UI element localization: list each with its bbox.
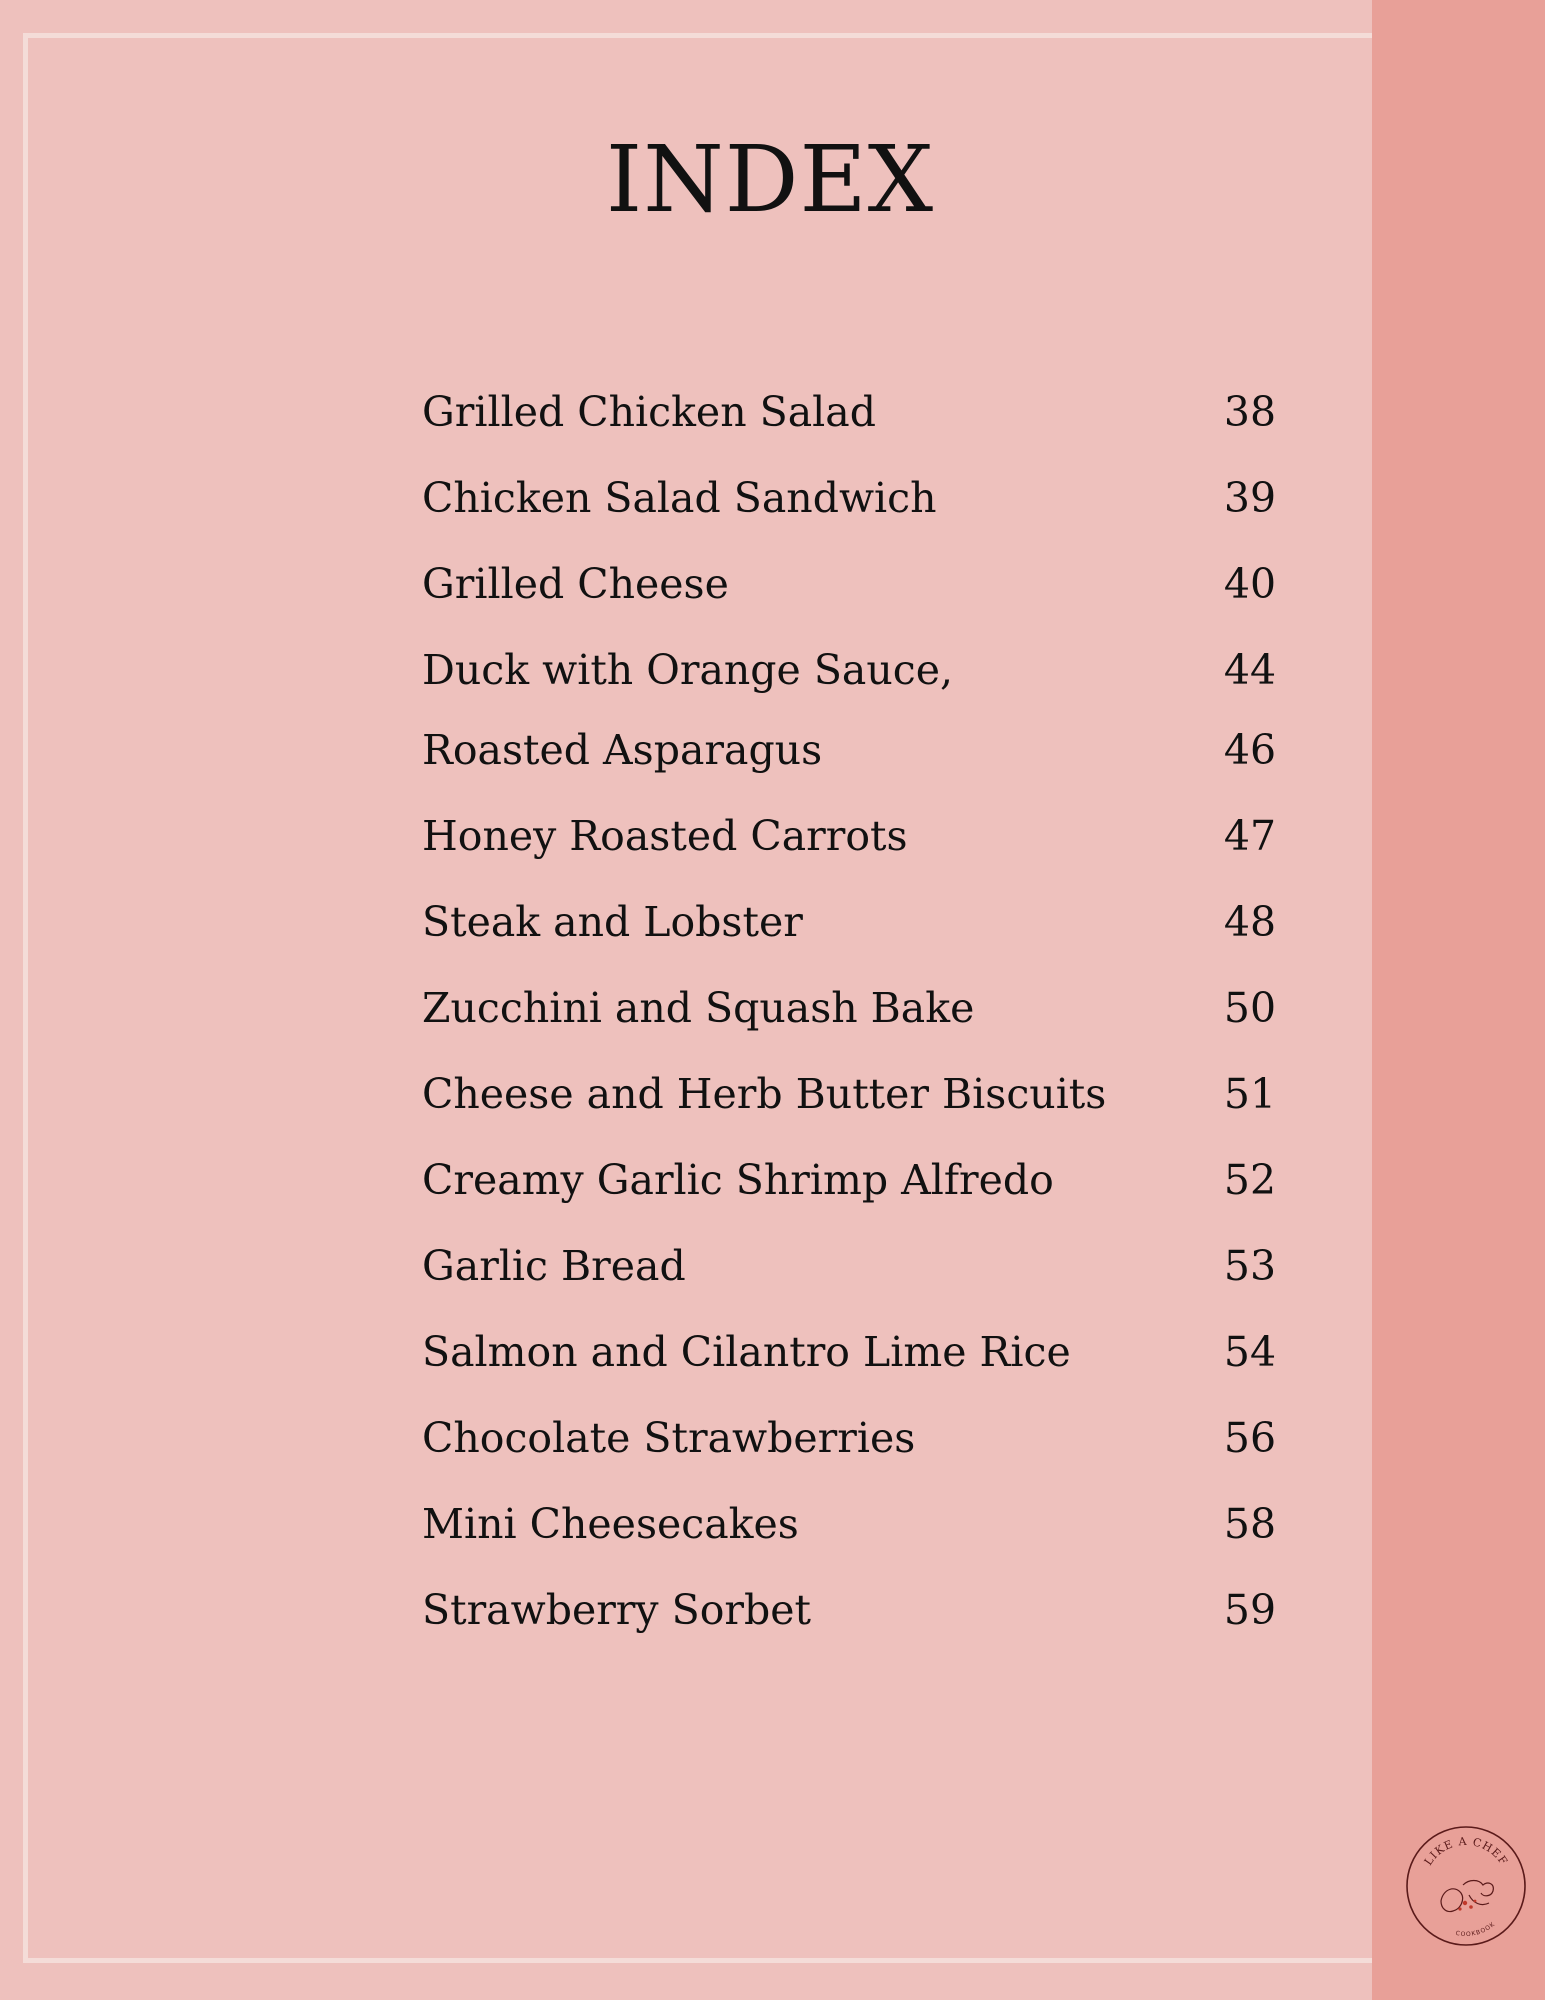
index-entry [420, 1152, 1320, 1238]
entry-page: 47 [1223, 812, 1277, 860]
index-entry [420, 1496, 1320, 1582]
entry-name: Chocolate Strawberries [422, 1414, 916, 1462]
index-entry [420, 1410, 1320, 1496]
entry-name: Garlic Bread [422, 1242, 686, 1290]
entry-page: 58 [1223, 1500, 1277, 1548]
index-entry [420, 642, 1320, 722]
index-entry [420, 980, 1320, 1066]
entry-page: 38 [1223, 388, 1277, 436]
entry-name: Roasted Asparagus [422, 726, 823, 774]
index-entry [420, 556, 1320, 642]
chef-logo-icon [1403, 1823, 1529, 1949]
index-entry [420, 722, 1320, 808]
entry-name: Mini Cheesecakes [422, 1500, 799, 1548]
entry-name: Zucchini and Squash Bake [422, 984, 975, 1032]
side-band [1372, 0, 1545, 2000]
entry-name: Creamy Garlic Shrimp Alfredo [422, 1156, 1054, 1204]
entry-name: Strawberry Sorbet [422, 1586, 811, 1634]
index-entry [420, 1066, 1320, 1152]
page-title: INDEX [605, 126, 935, 233]
entry-page: 46 [1223, 726, 1277, 774]
index-list [420, 384, 1320, 1668]
entry-page: 53 [1223, 1242, 1277, 1290]
entry-page: 39 [1223, 474, 1277, 522]
logo-bottom-text: COOKBOOK [1454, 1920, 1497, 1939]
entry-page: 56 [1223, 1414, 1277, 1462]
svg-text:LIKE A CHEF [1422, 1835, 1511, 1868]
svg-text:COOKBOOK [1455, 1921, 1497, 1939]
entry-page: 54 [1223, 1328, 1277, 1376]
entry-name: Grilled Cheese [422, 560, 729, 608]
logo-top-text: LIKE A CHEF [1421, 1834, 1511, 1868]
entry-page: 48 [1223, 898, 1277, 946]
entry-name: Chicken Salad Sandwich [422, 474, 937, 522]
entry-page: 52 [1223, 1156, 1277, 1204]
index-entry [420, 1324, 1320, 1410]
entry-page: 44 [1223, 646, 1277, 694]
entry-name: Grilled Chicken Salad [422, 388, 876, 436]
index-entry [420, 1582, 1320, 1668]
entry-page: 59 [1223, 1586, 1277, 1634]
index-entry [420, 1238, 1320, 1324]
entry-page: 51 [1223, 1070, 1277, 1118]
entry-name: Salmon and Cilantro Lime Rice [422, 1328, 1071, 1376]
index-entry [420, 470, 1320, 556]
entry-page: 50 [1223, 984, 1277, 1032]
entry-name: Steak and Lobster [422, 898, 803, 946]
index-entry [420, 894, 1320, 980]
entry-name: Cheese and Herb Butter Biscuits [422, 1070, 1107, 1118]
entry-name: Honey Roasted Carrots [422, 812, 908, 860]
index-entry [420, 808, 1320, 894]
entry-name: Duck with Orange Sauce, [422, 646, 954, 694]
index-entry [420, 384, 1320, 470]
entry-page: 40 [1223, 560, 1277, 608]
